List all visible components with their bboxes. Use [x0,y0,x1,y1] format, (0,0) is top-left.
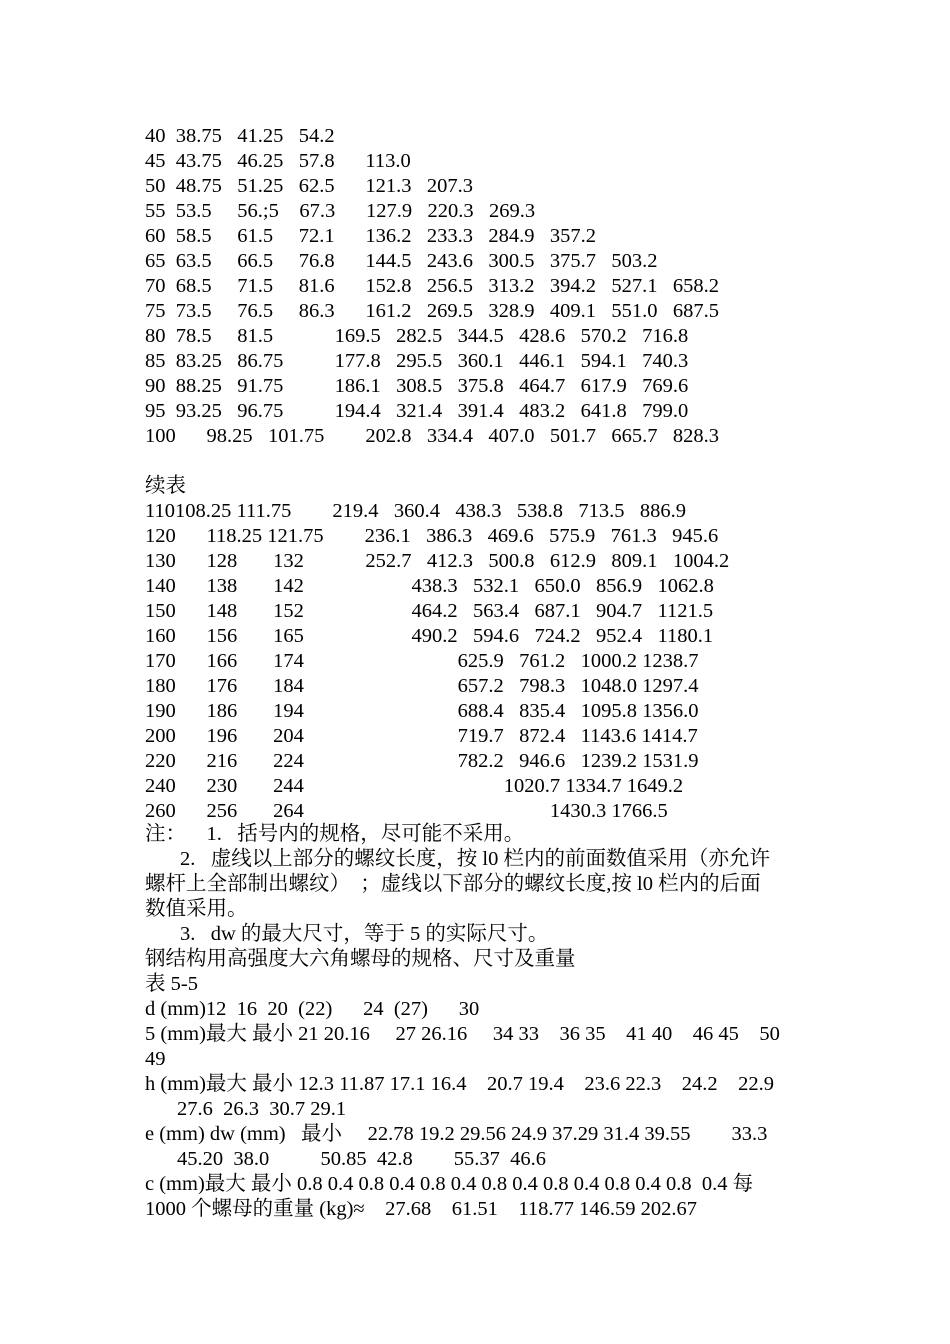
note-2: 2. 虚线以上部分的螺纹长度，按 l0 栏内的前面数值采用（亦允许 [180,848,770,870]
table-row: 160 156 165 490.2 594.6 724.2 952.4 1180.1 [145,625,714,647]
table-row: 55 53.5 56.;5 67.3 127.9 220.3 269.3 [145,200,536,222]
table-row: 70 68.5 71.5 81.6 152.8 256.5 313.2 394.2 527.1 658.2 [145,275,719,297]
note-1: 注： 1. 括号内的规格，尽可能不采用。 [145,823,525,845]
spec-row-h-continued: 27.6 26.3 30.7 29.1 [177,1098,347,1120]
table-row: 130 128 132 252.7 412.3 500.8 612.9 809.1 1004.2 [145,550,730,572]
table-row: 190 186 194 688.4 835.4 1095.8 1356.0 [145,700,699,722]
spec-row-d: d (mm)12 16 20 (22) 24 (27) 30 [145,998,480,1020]
spec-row-h: h (mm)最大 最小 12.3 11.87 17.1 16.4 20.7 19.4 23.6 22.3 24.2 22.9 [145,1073,775,1095]
table-row: 180 176 184 657.2 798.3 1048.0 1297.4 [145,675,699,697]
table-row: 75 73.5 76.5 86.3 161.2 269.5 328.9 409.1 551.0 687.5 [145,300,719,322]
table-row: 100 98.25 101.75 202.8 334.4 407.0 501.7 665.7 828.3 [145,425,719,447]
table-row: 40 38.75 41.25 54.2 [145,125,335,147]
table-row: 220 216 224 782.2 946.6 1239.2 1531.9 [145,750,699,772]
table-row: 65 63.5 66.5 76.8 144.5 243.6 300.5 375.7 503.2 [145,250,658,272]
table-row: 260 256 264 1430.3 1766.5 [145,800,668,822]
spec-row-s: 5 (mm)最大 最小 21 20.16 27 26.16 34 33 36 35 41 40 46 45 50 [145,1023,780,1045]
note-2-end: 数值采用。 [145,898,248,920]
table-row: 90 88.25 91.75 186.1 308.5 375.8 464.7 617.9 769.6 [145,375,689,397]
table-row: 140 138 142 438.3 532.1 650.0 856.9 1062.8 [145,575,714,597]
table-row: 170 166 174 625.9 761.2 1000.2 1238.7 [145,650,699,672]
spec-row-e-dw-continued: 45.20 38.0 50.85 42.8 55.37 46.6 [177,1148,546,1170]
table-number: 表 5-5 [145,973,198,995]
spec-row-s-continued: 49 [145,1048,166,1070]
table-row: 240 230 244 1020.7 1334.7 1649.2 [145,775,684,797]
note-3: 3. dw 的最大尺寸，等于 5 的实际尺寸。 [180,923,549,945]
table-row: 80 78.5 81.5 169.5 282.5 344.5 428.6 570.2 716.8 [145,325,689,347]
table-row: 50 48.75 51.25 62.5 121.3 207.3 [145,175,473,197]
table-row: 120 118.25 121.75 236.1 386.3 469.6 575.9 761.3 945.6 [145,525,719,547]
spec-row-c: c (mm)最大 最小 0.8 0.4 0.8 0.4 0.8 0.4 0.8 0.4 0.8 0.4 0.8 0.4 0.8 0.4 每 [145,1173,754,1195]
table-row: 110108.25 111.75 219.4 360.4 438.3 538.8 713.5 886.9 [145,500,686,522]
continued-table-label: 续表 [145,475,186,497]
table-row: 85 83.25 86.75 177.8 295.5 360.1 446.1 594.1 740.3 [145,350,689,372]
spec-row-e-dw: e (mm) dw (mm) 最小 22.78 19.2 29.56 24.9 37.29 31.4 39.55 33.3 [145,1123,768,1145]
table-row: 95 93.25 96.75 194.4 321.4 391.4 483.2 641.8 799.0 [145,400,689,422]
table-row: 150 148 152 464.2 563.4 687.1 904.7 1121.5 [145,600,714,622]
table-row: 45 43.75 46.25 57.8 113.0 [145,150,411,172]
table-row: 200 196 204 719.7 872.4 1143.6 1414.7 [145,725,698,747]
table-row: 60 58.5 61.5 72.1 136.2 233.3 284.9 357.2 [145,225,596,247]
section-heading: 钢结构用高强度大六角螺母的规格、尺寸及重量 [145,948,576,970]
note-2-continued: 螺杆上全部制出螺纹） ；虚线以下部分的螺纹长度,按 l0 栏内的后面 [145,873,761,895]
spec-row-weight: 1000 个螺母的重量 (kg)≈ 27.68 61.51 118.77 146.59 202.67 [145,1198,698,1220]
